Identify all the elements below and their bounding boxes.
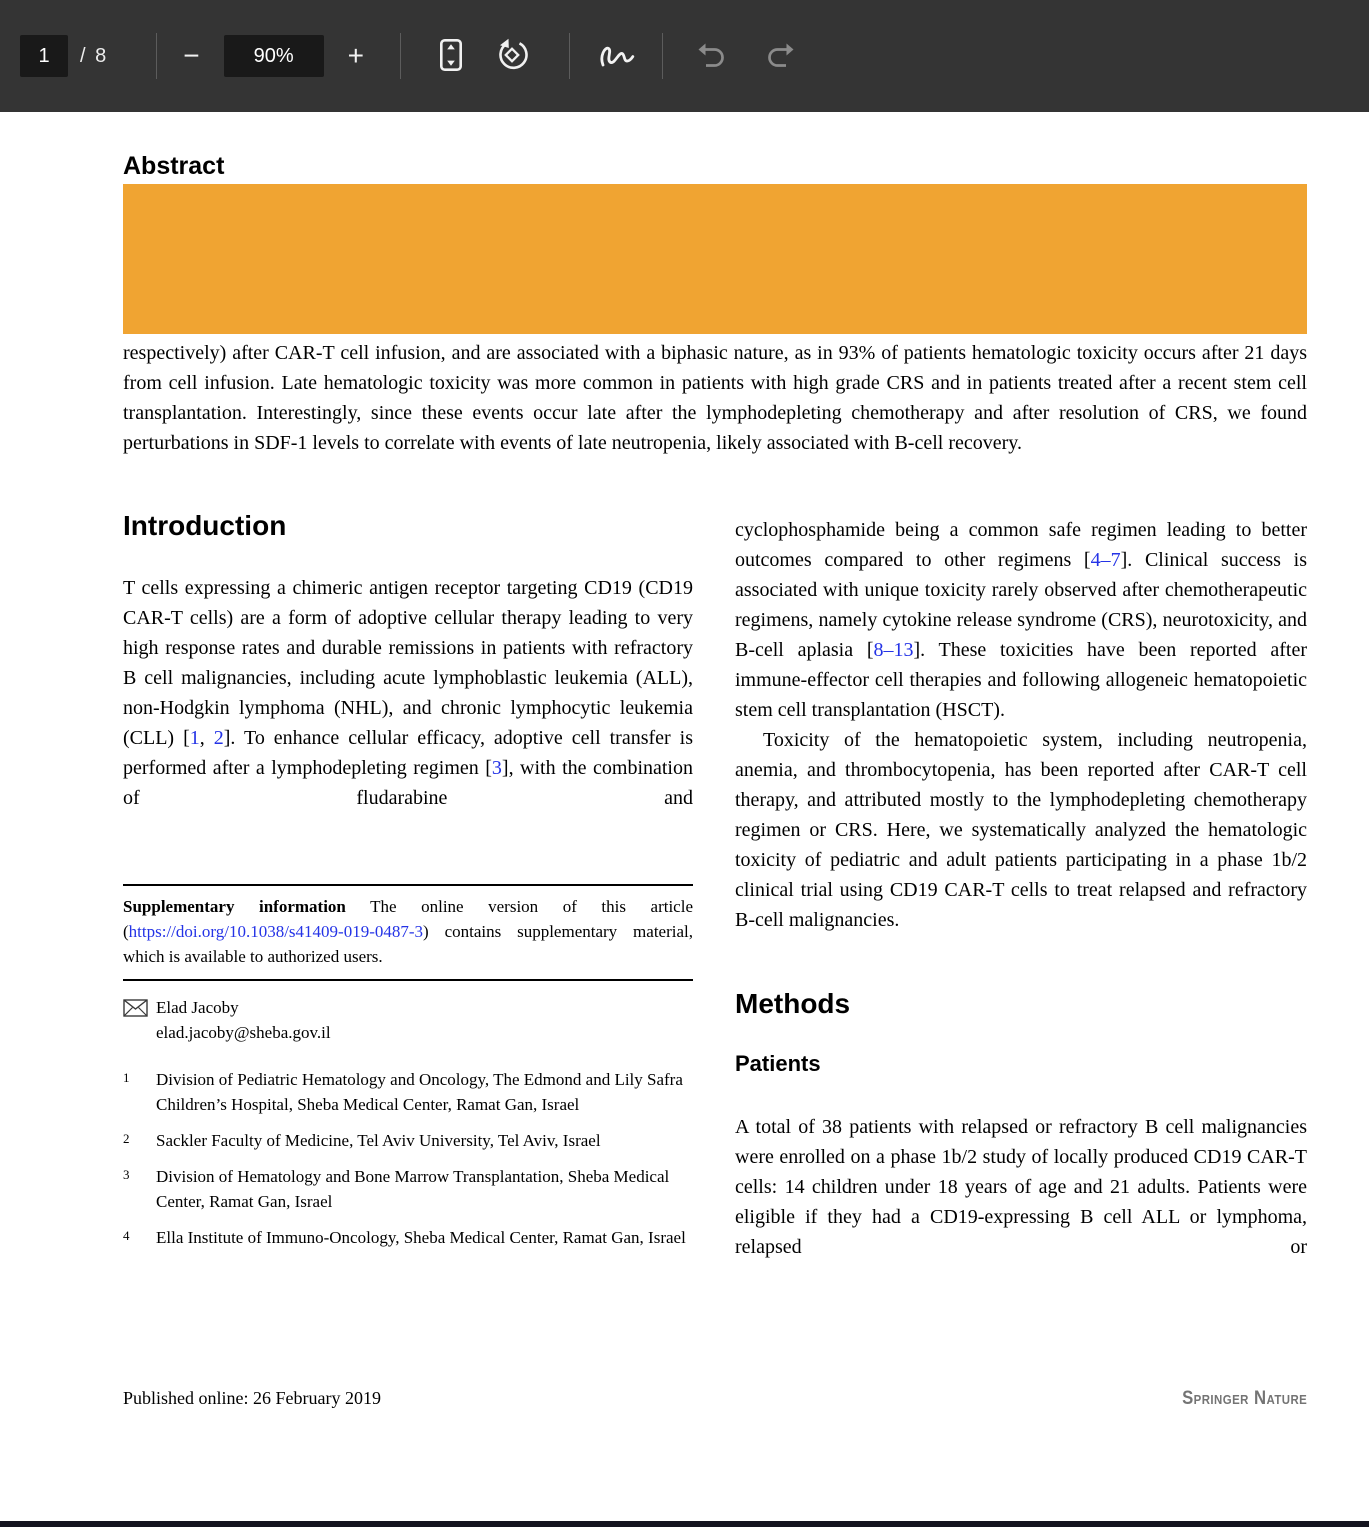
zoom-level-input[interactable]: 90% [224,35,324,77]
undo-button[interactable] [697,42,727,71]
next-page-edge [0,1521,1369,1527]
introduction-paragraph [123,573,693,813]
text-run: cyclophosphamide being a common safe regimen leading to better outcomes compared to other regimens [ [735,519,1307,571]
patients-subheading: Patients [735,1051,821,1076]
affiliation-text: Sackler Faculty of Medicine, Tel Aviv University, Tel Aviv, Israel [156,1131,601,1150]
reference-link[interactable]: 3 [491,757,502,779]
pdf-viewer-toolbar [0,0,1369,112]
text-run: ], with the combination of fludarabine and [123,757,693,809]
toolbar-divider [400,33,401,79]
affiliation-number: 1 [123,1070,130,1085]
affiliation-item [123,1225,693,1250]
reference-link[interactable]: 4–7 [1090,549,1121,571]
text-run: ]. To enhance cellular efficacy, adoptive cell transfer is performed after a lymphodepleting regimen [ [123,727,693,779]
methods-heading: Methods [735,988,851,1019]
affiliation-item [123,1067,693,1117]
abstract-heading: Abstract [123,152,225,180]
text-run: The online version of this article ( [123,897,693,941]
correspondence-block [123,995,693,1045]
page-number-input[interactable]: 1 [20,35,68,77]
doi-link[interactable]: https://doi.org/10.1038/s41409-019-0487-3 [128,922,424,941]
affiliation-number: 2 [123,1131,130,1146]
affiliations-list [123,1067,693,1250]
toolbar-divider [569,33,570,79]
text-run: T cells expressing a chimeric antigen receptor targeting CD19 (CD19 CAR-T cells) are a form of adoptive cellular therapy leading to very high response rates and durable remissions in patients with refractory B cell malignancies, including acute lymphoblastic leukemia (ALL), non-Hodgkin lymphoma (NHL), and chronic lymphocytic leukemia (CLL) [ [123,577,693,749]
supplementary-label: Supplementary information [123,897,346,916]
text-run: ]. These toxicities have been reported after immune-effector cell therapies and following allogeneic hematopoietic stem cell transplantation (HSCT). [735,639,1307,721]
text-run: ]. Clinical success is associated with unique toxicity rarely observed after chemotherapeutic regimens, namely cytokine release syndrome (CRS), neurotoxicity, and B-cell aplasia [ [735,549,1307,661]
affiliation-number: 4 [123,1228,130,1243]
abstract-highlight-block [123,184,1307,334]
supplementary-information-note [123,884,693,981]
toolbar-divider [156,33,157,79]
zoom-in-button[interactable]: + [340,38,372,74]
affiliation-text: Ella Institute of Immuno-Oncology, Sheba Medical Center, Ramat Gan, Israel [156,1228,686,1247]
reference-link[interactable]: 8–13 [873,639,914,661]
left-column [123,510,693,1262]
fit-page-button[interactable] [439,38,463,75]
affiliation-text: Division of Pediatric Hematology and Oncology, The Edmond and Lily Safra Children’s Hospital, Sheba Medical Center, Ramat Gan, Israel [156,1070,683,1114]
toolbar-divider [662,33,663,79]
annotate-pen-icon [598,39,636,74]
springer-nature-logo: Springer Nature [1181,1388,1307,1409]
right-column [735,510,1307,1262]
redo-icon [765,42,795,71]
undo-icon [697,42,727,71]
page-footer [123,1388,1307,1410]
reference-link[interactable]: 1 [189,727,200,749]
affiliation-item [123,1164,693,1214]
affiliation-number: 3 [123,1167,130,1182]
rotate-icon [495,38,529,75]
toxicity-paragraph: Toxicity of the hematopoietic system, including neutropenia, anemia, and thrombocytopenia, has been reported after CAR-T cell therapy, and attributed mostly to the lymphodepleting chemotherapy regimen or CRS. Here, we systematically analyzed the hematologic toxicity of pediatric and adult patients participating in a phase 1b/2 clinical trial using CD19 CAR-T cells to treat relapsed and refractory B-cell malignancies. [735,729,1307,931]
patients-paragraph: A total of 38 patients with relapsed or refractory B cell malignancies were enrolled on a phase 1b/2 study of locally produced CD19 CAR-T cells: 14 children under 18 years of age and 21 adults. Patients were eligible if they had a CD19-expressing B cell ALL or lymphoma, relapsed or [735,1116,1307,1258]
abstract-continuation-paragraph: respectively) after CAR-T cell infusion, and are associated with a biphasic nature, as in 93% of patients hematologic toxicity occurs after 21 days from cell infusion. Late hematologic toxicity was more common in patients with high grade CRS and in patients treated after a recent stem cell transplantation. Interestingly, since these events occur late after the lymphodepleting chemotherapy and after resolution of CRS, we found perturbations in SDF-1 levels to correlate with events of late neutropenia, likely associated with B-cell recovery. [123,342,1307,454]
affiliation-text: Division of Hematology and Bone Marrow Transplantation, Sheba Medical Center, Ramat Gan, Israel [156,1167,670,1211]
introduction-paragraph-continued [735,515,1307,725]
text-run: ) contains supplementary material, which is available to authorized users. [123,922,693,966]
pdf-page [0,112,1369,1521]
affiliation-item [123,1128,693,1153]
annotate-button[interactable] [598,39,636,74]
two-column-layout [123,510,1307,1262]
envelope-icon [123,995,156,1045]
zoom-out-button[interactable]: − [175,38,207,74]
page-count-label: / 8 [80,44,109,67]
corresponding-author-email[interactable]: elad.jacoby@sheba.gov.il [156,1023,331,1042]
introduction-heading: Introduction [123,510,287,541]
published-online-date: Published online: 26 February 2019 [123,1388,381,1408]
fit-page-icon [439,38,463,75]
corresponding-author-name: Elad Jacoby [156,998,239,1017]
redo-button[interactable] [765,42,795,71]
text-run: , [199,727,214,749]
rotate-button[interactable] [495,38,529,75]
reference-link[interactable]: 2 [213,727,224,749]
